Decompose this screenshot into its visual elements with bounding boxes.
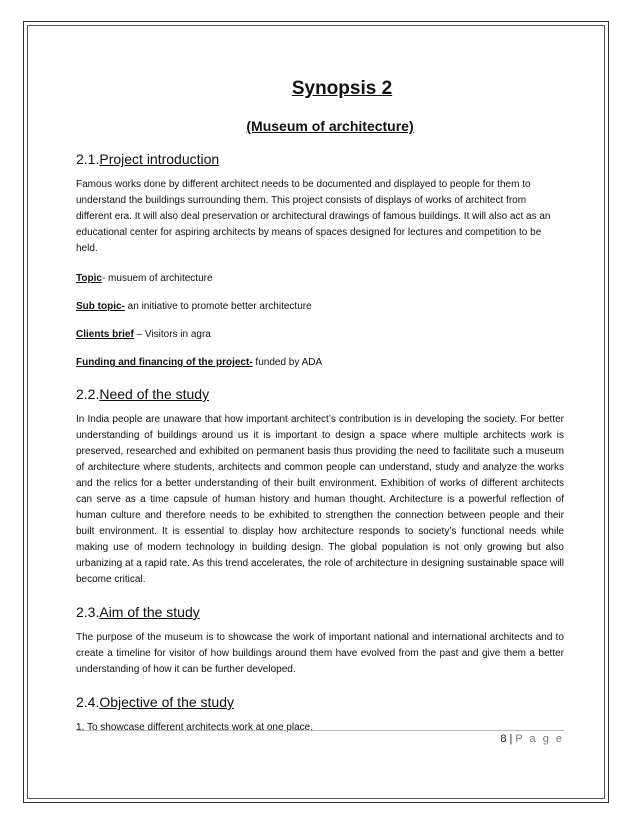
topic-label: Topic: [76, 273, 102, 284]
clients-brief-value: – Visitors in agra: [133, 329, 211, 340]
clients-brief-line: [76, 327, 564, 343]
section-label: Project introduction: [99, 151, 220, 167]
document-subtitle: (Museum of architecture): [246, 118, 414, 134]
section-number: 2.3.: [76, 604, 100, 620]
funding-line: [76, 355, 564, 371]
section-label: Need of the study: [99, 386, 210, 402]
section-label: Aim of the study: [99, 604, 200, 620]
section-number: 2.1.: [76, 151, 100, 167]
funding-label: Funding and financing of the project-: [76, 357, 253, 368]
document-title: Synopsis 2: [291, 78, 393, 99]
section-heading-project-introduction: [76, 150, 564, 168]
footer-separator: |: [509, 733, 513, 745]
page-footer: [500, 733, 564, 745]
subtopic-line: [76, 299, 564, 315]
section-number: 2.2.: [76, 386, 100, 402]
aim-of-study-paragraph: The purpose of the museum is to showcase the work of important national and international architects and to create a timeline for visitor of how buildings around them have evolved from the past and give them a better understanding of how it can be further developed.: [76, 632, 564, 675]
document-body: [76, 76, 564, 736]
funding-value: funded by ADA: [252, 357, 323, 368]
topic-line: [76, 271, 564, 287]
subtopic-value: an initiative to promote better architecture: [124, 301, 312, 312]
section-heading-need-of-study: [76, 385, 564, 403]
need-of-study-paragraph: In India people are unaware that how important architect’s contribution is in developing the society. For better understanding of buildings around us it is important to design a space where multiple architects work is preserved, researched and exhibited on permanent basis thus providing the need to facilitate such a museum of architecture where students, architects and common people can understand, study and analyze the works and the relics for a better understanding of their built environment. Exhibition of works of different architects can serve as a time capsule of human history and human thought. Architecture is a powerful reflection of human culture and therefore needs to be exhibited to strengthen the connection between people and their built environment. It is essential to display how architecture responds to society’s functional needs while making use of modern technology in building design. The global population is not only growing but also urbanizing at a rapid rate. As this trend accelerates, the role of architecture in designing sustainable space will become critical.: [76, 414, 564, 585]
footer-divider: [76, 730, 564, 731]
topic-value: - musuem of architecture: [101, 273, 213, 284]
section-heading-objective-of-study: [76, 693, 564, 711]
objective-list-item: 1. To showcase different architects work at one place.: [76, 722, 313, 733]
section-heading-aim-of-study: [76, 603, 564, 621]
project-introduction-paragraph: Famous works done by different architect needs to be documented and displayed to people for them to understand the buildings surrounding them. This project consists of displays of works of architect from different era. It will also deal preservation or architectural drawings of famous buildings. It will also act as an educational center for aspiring architects by means of spaces designed for lectures and competition to be held.: [76, 179, 551, 254]
section-label: Objective of the study: [99, 694, 234, 710]
page-label: P a g e: [515, 733, 564, 745]
section-number: 2.4.: [76, 694, 100, 710]
subtopic-label: Sub topic-: [76, 301, 125, 312]
clients-brief-label: Clients brief: [76, 329, 134, 340]
page-number: 8: [500, 733, 507, 745]
